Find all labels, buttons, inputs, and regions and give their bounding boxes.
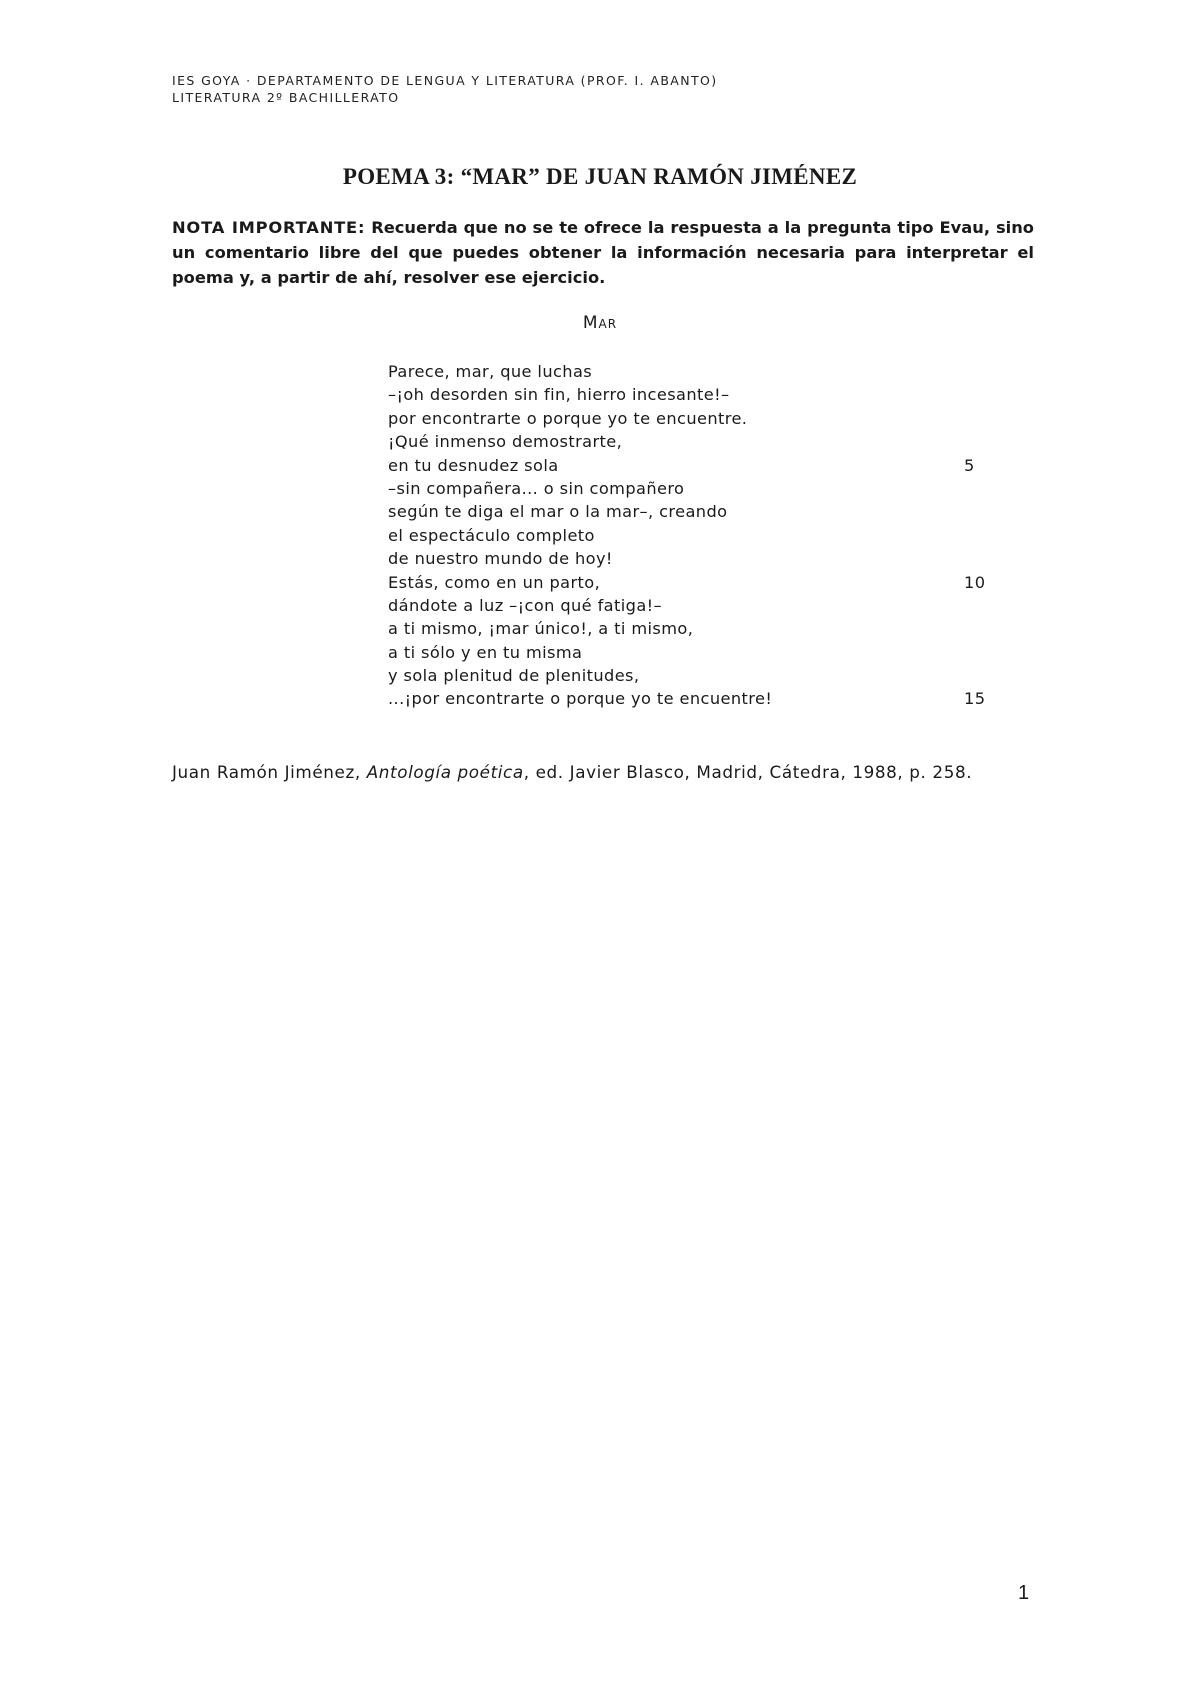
poem-verse [388,547,988,570]
verse-text: a ti sólo y en tu misma [388,642,583,662]
verse-text: –sin compañera... o sin compañero [388,478,685,498]
poem-verse [388,454,988,477]
poem-verse [388,617,988,640]
verse-number: 10 [964,572,986,592]
page-title: POEMA 3: “MAR” DE JUAN RAMÓN JIMÉNEZ [342,164,858,189]
bibliographic-citation [172,762,972,782]
verse-text: en tu desnudez sola [388,455,559,475]
poem-verse [388,664,988,687]
verse-text: y sola plenitud de plenitudes, [388,666,640,686]
verse-text: ...¡por encontrarte o porque yo te encuentre! [388,689,773,709]
poem-title-text: Mar [582,313,618,333]
verse-text: dándote a luz –¡con qué fatiga!– [388,595,663,615]
verse-text: de nuestro mundo de hoy! [388,549,613,569]
poem-verse [388,687,988,710]
page-header [172,72,718,106]
poem-verse [388,500,988,523]
important-note [172,215,1034,290]
poem-verse [388,524,988,547]
page-number: 1 [1018,1582,1030,1604]
header-institution: IES GOYA · DEPARTAMENTO DE LENGUA Y LITERATURA (PROF. I. ABANTO) [172,73,718,88]
poem-verse [388,430,988,453]
verse-text: por encontrarte o porque yo te encuentre. [388,408,748,428]
verse-number: 5 [964,455,975,475]
poem-body [388,360,988,711]
citation-author: Juan Ramón Jiménez, [172,762,367,782]
note-text: Recuerda que no se te ofrece la respuesta a la pregunta tipo Evau, sino un comentario libre del que puedes obtener la información necesaria para interpretar el poema y, a partir de ahí, resolver ese ejercicio. [172,218,1034,287]
citation-work-title: Antología poética [366,762,524,782]
verse-text: según te diga el mar o la mar–, creando [388,502,728,522]
poem-verse [388,407,988,430]
verse-number: 15 [964,689,986,709]
poem-verse [388,477,988,500]
verse-text: ¡Qué inmenso demostrarte, [388,432,623,452]
verse-text: Estás, como en un parto, [388,572,601,592]
poem-verse [388,360,988,383]
citation-details: , ed. Javier Blasco, Madrid, Cátedra, 1988, p. 258. [523,762,973,782]
verse-text: –¡oh desorden sin fin, hierro incesante!– [388,385,730,405]
note-label: NOTA IMPORTANTE: [172,218,366,237]
poem-verse [388,641,988,664]
verse-text: a ti mismo, ¡mar único!, a ti mismo, [388,619,694,639]
verse-text: Parece, mar, que luchas [388,362,593,381]
verse-text: el espectáculo completo [388,525,595,545]
poem-title [0,313,1200,333]
poem-verse [388,383,988,406]
header-course: LITERATURA 2º BACHILLERATO [172,90,400,105]
poem-verse [388,571,988,594]
poem-verse [388,594,988,617]
